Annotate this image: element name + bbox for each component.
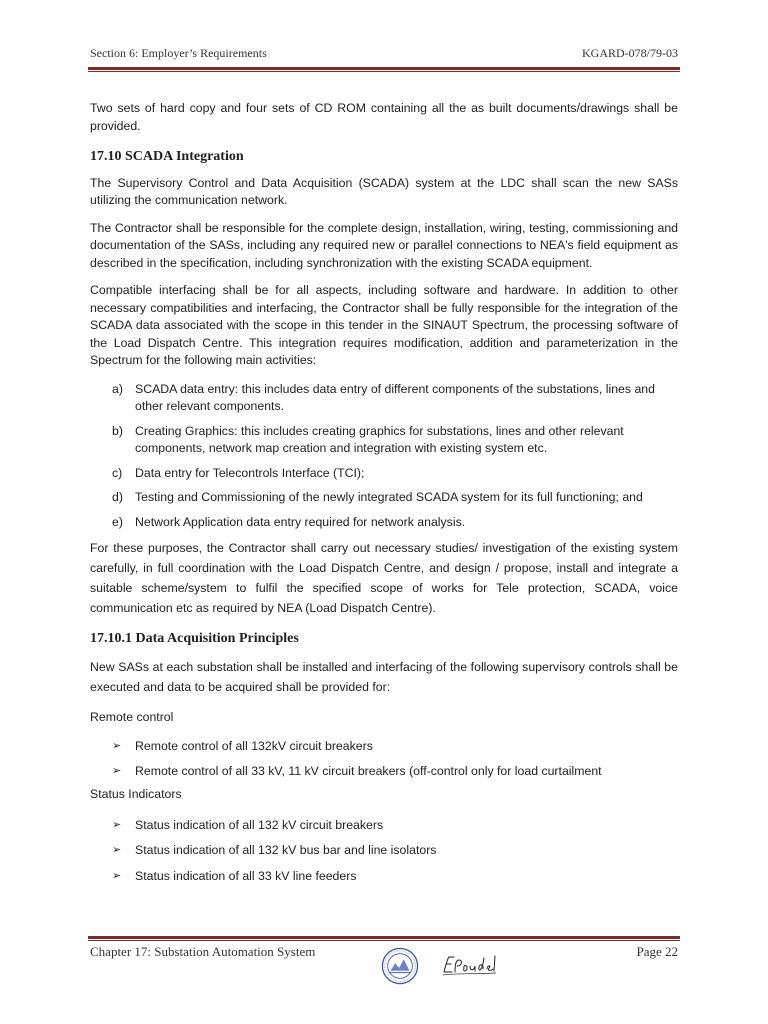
arrow-bullet-icon: ➢ [112,764,122,777]
bullet-item [90,842,678,860]
section-paragraph-3: Compatible interfacing shall be for all aspects, including software and hardware. In addition to other necessary compatibilities and interfacing, the Contractor shall be fully responsible for the integration of the SCADA data associated with the scope in this tender in the SINAUT Spectrum, the processing software of the Load Dispatch Centre. This integration requires modification, addition and parameterization in the Spectrum for the following main activities: [90,283,678,367]
header-rule [88,67,680,72]
list-item-text: Network Application data entry required for network analysis. [135,514,466,529]
header-document-code: KGARD-078/79-03 [582,46,678,60]
bullet-text: Status indication of all 33 kV line feeders [135,868,357,883]
arrow-bullet-icon: ➢ [112,844,122,856]
status-indicators-label: Status Indicators [90,787,182,801]
section-paragraph-4: For these purposes, the Contractor shall carry out necessary studies/ investigation of the existing system carefully, in full coordination with the Load Dispatch Centre, and design / propose, install and integrate a suitable scheme/system to fulfil the specified scope of works for Tele protection, SCADA, voice communication etc as required by NEA (Load Dispatch Centre). [90,541,678,615]
bullet-text: Remote control of all 132kV circuit breakers [135,739,373,753]
list-item-text: Testing and Commissioning of the newly integrated SCADA system for its full functioning; and [135,490,643,504]
activity-list [90,381,678,532]
list-item [90,514,678,532]
list-marker: c) [112,465,123,480]
status-indicator-list [90,817,678,886]
subsection-heading: 17.10.1 Data Acquisition Principles [90,631,299,646]
page-content [90,100,678,885]
list-item [90,423,678,458]
list-item-text: SCADA data entry: this includes data entry of different components of the substations, lines and other relevant components. [135,381,655,413]
remote-control-label: Remote control [90,709,174,724]
bullet-item [90,868,678,886]
bullet-text: Status indication of all 132 kV bus bar and line isolators [135,843,437,857]
list-marker: e) [112,514,123,529]
intro-paragraph: Two sets of hard copy and four sets of CD ROM containing all the as built documents/drawings shall be provided. [90,101,678,133]
section-heading: 17.10 SCADA Integration [90,149,244,164]
bullet-text: Remote control of all 33 kV, 11 kV circuit breakers (off-control only for load curtailment [135,763,602,778]
page-header [90,46,678,64]
handwritten-signature [440,952,498,978]
arrow-bullet-icon: ➢ [112,869,122,882]
footer-chapter-title: Chapter 17: Substation Automation System [90,944,316,959]
header-section-title: Section 6: Employer’s Requirements [90,46,267,60]
list-marker: d) [112,490,123,504]
subsection-paragraph: New SASs at each substation shall be installed and interfacing of the following supervisory controls shall be executed and data to be acquired shall be provided for: [90,659,678,694]
section-paragraph-1: The Supervisory Control and Data Acquisition (SCADA) system at the LDC shall scan the new SASs utilizing the communication network. [90,175,678,207]
bullet-item [90,763,678,781]
arrow-bullet-icon: ➢ [112,740,122,752]
footer-rule [88,936,680,941]
bullet-text: Status indication of all 132 kV circuit breakers [135,817,384,832]
list-item-text: Data entry for Telecontrols Interface (TCI); [135,465,365,480]
bullet-item [90,738,678,756]
list-item [90,465,678,483]
section-paragraph-2: The Contractor shall be responsible for the complete design, installation, wiring, testing, commissioning and documentation of the SASs, including any required new or parallel connections to NEA's field equipment as described in the specification, including synchronization with the existing SCADA equipment. [90,220,678,270]
list-marker: b) [112,423,123,438]
arrow-bullet-icon: ➢ [112,818,122,831]
list-marker: a) [112,381,123,396]
official-seal-icon [381,947,419,985]
list-item [90,381,678,416]
bullet-item [90,817,678,835]
list-item-text: Creating Graphics: this includes creating graphics for substations, lines and other relevant components, network map creation and integration with existing system etc. [135,423,624,455]
remote-control-list [90,738,678,780]
footer-page-number: Page 22 [636,944,678,959]
list-item [90,489,678,507]
